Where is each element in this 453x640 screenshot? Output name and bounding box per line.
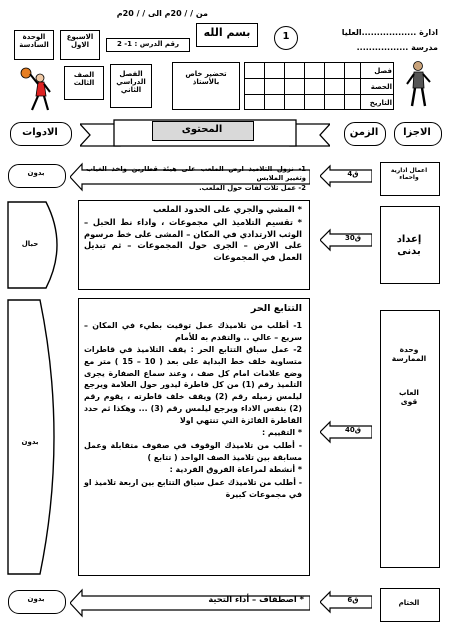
- time-value: 6ق: [347, 596, 359, 604]
- warmup-text: [86, 165, 306, 193]
- time-label: الزمن: [349, 127, 379, 138]
- tools-value: بدون: [27, 169, 45, 177]
- section-fitness: [0, 196, 453, 294]
- date-line: من / / 20م الى / / 20م: [116, 9, 208, 18]
- banner-row: [4, 118, 449, 150]
- section-practice: [0, 296, 453, 576]
- grid-row-period: الحصة: [370, 83, 392, 91]
- time-value: 4ق: [347, 170, 359, 178]
- warmup-line-2: 2- عمل ثلاث لفات حول الملعب.: [199, 183, 306, 192]
- practice-text: [84, 320, 302, 501]
- practice-line-6: - أطلب من تلاميذك عمل سباق التتابع بين اربعة تلاميذ او في مجموعات كبيرة: [84, 477, 302, 499]
- grid-row-class: فصل: [374, 67, 392, 75]
- fitness-line-2: * تقسيم التلاميذ الي مجموعات ، واداء نط الحبل – الوثب الارتدادي في المكان – المشى على خط مرسوم على الارض – الجرى حول المجموعات – ثم تبديل العمل في المجموعات: [84, 216, 302, 263]
- athlete-icon: [402, 60, 436, 110]
- week-label: الاسبوع الاول: [66, 33, 94, 50]
- admin-line: ادارة ..................العليا: [341, 28, 438, 37]
- tools-scroll: [6, 298, 70, 576]
- part-label: وحدة الممارسة العاب قوى: [391, 345, 427, 406]
- fitness-text: [84, 204, 302, 265]
- closing-line-1: * اصطفاف – أداء التحية: [208, 594, 304, 604]
- practice-line-2: 2- عمل سباق التتابع الحر : يقف التلاميذ في قاطرات متساوية خلف خط البداية على بعد ( 10 – 15 ) متر مع وضع علامات امام كل صف ، وعند سماع الصفارة يجرى التلميذ رقم (1) من كل قاطرة ليدور حول العلامة ويرجع ليلمس زميله رقم (2) ويقف خلف قاطرته ، يقوم رقم (2) بنفس الاداء ويرجع ليلمس رقم (3) ... وهكذا ثم حدد القاطرة الفائزة التي تنتهي اولا: [84, 345, 303, 425]
- closing-text: [86, 594, 304, 607]
- prep-label: تحضير خاص بالأستاذ: [185, 70, 227, 87]
- parts-label: الاجزا: [403, 127, 431, 138]
- lesson-number: رقم الدرس : 1- 2: [116, 40, 180, 48]
- part-label: الختام: [398, 599, 420, 607]
- section-closing: [0, 584, 453, 624]
- tools-value: حبال: [21, 240, 39, 248]
- content-label: المحتوى: [181, 124, 223, 135]
- unit-label: الوحدة السادسة: [19, 33, 49, 50]
- tools-value: بدون: [27, 595, 45, 603]
- practice-line-4: - أطلب من تلاميذك الوقوف في صفوف متقابلة وعمل مسابقة بين تلاميذ الصف الواحد ( تتابع ): [84, 440, 302, 462]
- fitness-line-1: * المشي والجري على الحدود الملعب: [153, 204, 302, 214]
- time-value: 30ق: [344, 234, 361, 242]
- semester-label: الفصل الدراسي الثاني: [116, 70, 146, 95]
- practice-line-1: 1- أطلب من تلاميذك عمل توقيت بطيء في المكان – سريع – عالي .. والتقدم به للأمام: [84, 321, 302, 342]
- page-number: 1: [282, 31, 290, 42]
- practice-title: التتابع الحر: [250, 303, 302, 314]
- part-label: إعداد بدنى: [396, 234, 422, 257]
- warmup-line-1: 1- نزول التلاميذ ارض الملعب على هيئة قطارين واخذ الغياب وتغيير الملابس: [86, 165, 306, 182]
- basmala: بسم الله: [203, 26, 251, 39]
- section-warmup: [0, 158, 453, 198]
- tools-value: بدون: [21, 438, 39, 446]
- basketball-player-icon: [18, 66, 58, 112]
- tools-label: الادوات: [22, 127, 58, 138]
- part-label: اعمال ادارية واحماء: [390, 167, 428, 181]
- grade-label: الصف الثالث: [73, 71, 95, 88]
- time-value: 40ق: [344, 426, 361, 434]
- school-line: مدرسة .................: [356, 43, 438, 52]
- practice-line-3: * التقييم :: [262, 428, 302, 438]
- practice-line-5: * أنشطة لمراعاة الفروق الفردية :: [169, 465, 302, 475]
- grid-row-date: التاريخ: [369, 99, 392, 107]
